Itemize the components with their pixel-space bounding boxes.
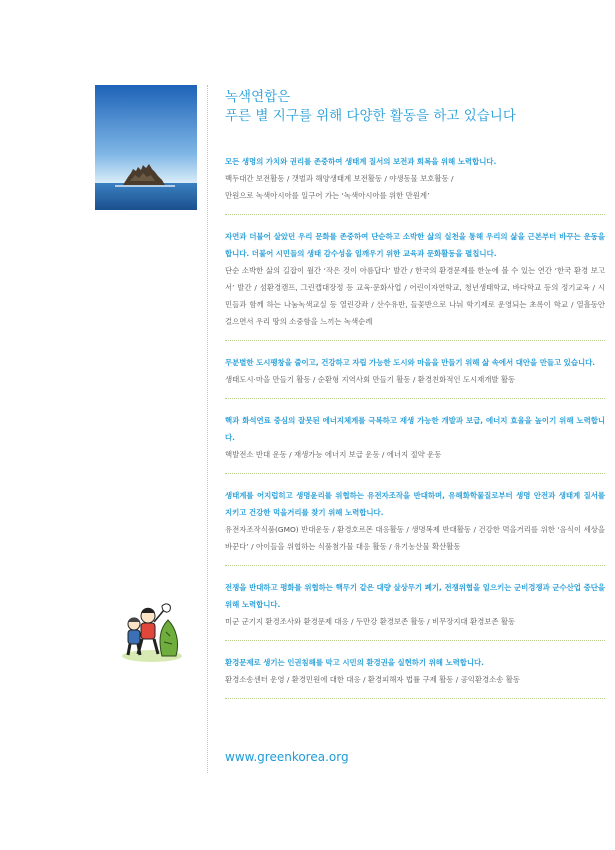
- section-lead: 생태계를 어지럽히고 생명윤리를 위협하는 유전자조작을 반대하며, 유해화학물질로부터 생명 안전과 생태계 질서를 지키고 건강한 먹을거리를 찾기 위해 노력합니다.: [225, 491, 605, 517]
- section-body-line: 만원으로 녹색아시아를 일구어 가는 ‘녹색아시아를 위한 만원계’: [225, 191, 430, 200]
- section-peace: [225, 576, 605, 641]
- section-gmo: [225, 484, 605, 566]
- sea-rock-photo: [95, 85, 197, 210]
- section-lead: 전쟁을 반대하고 평화를 위협하는 핵무기 같은 대량 살상무기 폐기, 전쟁위협을 일으키는 군비경쟁과 군수산업 중단을 위해 노력합니다.: [225, 583, 605, 609]
- section-body-line: 백두대간 보전활동 / 갯벌과 해양생태계 보전활동 / 야생동물 보호활동 /: [225, 174, 454, 183]
- section-body-line: 생태도시·마을 만들기 활동 / 순환형 지역사회 만들기 활동 / 환경친화적인 도시재개발 활동: [225, 375, 516, 384]
- section-body-line: 단순 소박한 삶의 길잡이 월간 ‘작은 것이 아름답다’ 발간 / 한국의 환경문제를 한눈에 볼 수 있는 연간 ‘한국 환경 보고서’ 발간 / 섬환경캠프, 그린캡대장정 등 교육·문화사업 / 어린이자연학교, 청년생태학교, 바다학교 등의 정기교육 / 시민들과 함께 하는 나눔녹색교실 등 열린강좌 / 산수유반, 들꽃반으로 나눠 학기제로 운영되는 초록이 학교 / 열흘동안 걸으면서 우리 땅의 소중함을 느끼는 녹색순례: [225, 266, 605, 326]
- page-heading: [225, 88, 516, 126]
- section-ecosystem: [225, 150, 605, 215]
- section-lead: 핵과 화석연료 중심의 잘못된 에너지체계를 극복하고 재생 가능한 개발과 보급, 에너지 효율을 높이기 위해 노력합니다.: [225, 416, 605, 442]
- section-culture: [225, 225, 605, 341]
- cartoon-illustration: [118, 592, 186, 664]
- section-city: [225, 351, 605, 399]
- section-body-line: 환경소송센터 운영 / 환경민원에 대한 대응 / 환경피해자 법률 구제 활동 / 공익환경소송 활동: [225, 675, 521, 684]
- section-energy: [225, 409, 605, 474]
- sea-rock-island-icon: [95, 85, 197, 210]
- section-body-line: 미군 군기지 환경조사와 환경문제 대응 / 두만강 환경보존 활동 / 비무장지대 환경보존 활동: [225, 617, 516, 626]
- website-url[interactable]: www.greenkorea.org: [225, 750, 349, 764]
- people-with-tree-icon: [118, 592, 186, 664]
- vertical-divider: [207, 85, 208, 773]
- heading-line2: 푸른 별 지구를 위해 다양한 활동을 하고 있습니다: [225, 108, 516, 124]
- section-lead: 자연과 더불어 살았던 우리 문화를 존중하여 단순하고 소박한 삶의 실천을 통해 우리의 삶을 근본부터 바꾸는 운동을 합니다. 더불어 시민들의 생태 감수성을 일깨우기 위한 교육과 문화활동을 펼칩니다.: [225, 232, 605, 258]
- section-lead: 환경문제로 생기는 인권침해를 막고 시민의 환경권을 실현하기 위해 노력합니다.: [225, 658, 484, 667]
- section-rights: [225, 651, 605, 699]
- section-body-line: 유전자조작식품(GMO) 반대운동 / 환경호르몬 대응활동 / 생명복제 반대활동 / 건강한 먹을거리를 위한 ‘음식이 세상을 바꾼다’ / 아이들을 위협하는 식품첨가물 대응 활동 / 유기농산물 확산활동: [225, 525, 605, 551]
- activity-sections: [225, 150, 605, 709]
- section-body-line: 핵발전소 반대 운동 / 재생가능 에너지 보급 운동 / 에너지 절약 운동: [225, 450, 442, 459]
- heading-line1: 녹색연합은: [225, 89, 291, 105]
- section-lead: 무분별한 도시팽창을 줄이고, 건강하고 자립 가능한 도시와 마을을 만들기 위해 삶 속에서 대안을 만들고 있습니다.: [225, 358, 596, 367]
- section-lead: 모든 생명의 가치와 권리를 존중하여 생태계 질서의 보전과 회복을 위해 노력합니다.: [225, 157, 497, 166]
